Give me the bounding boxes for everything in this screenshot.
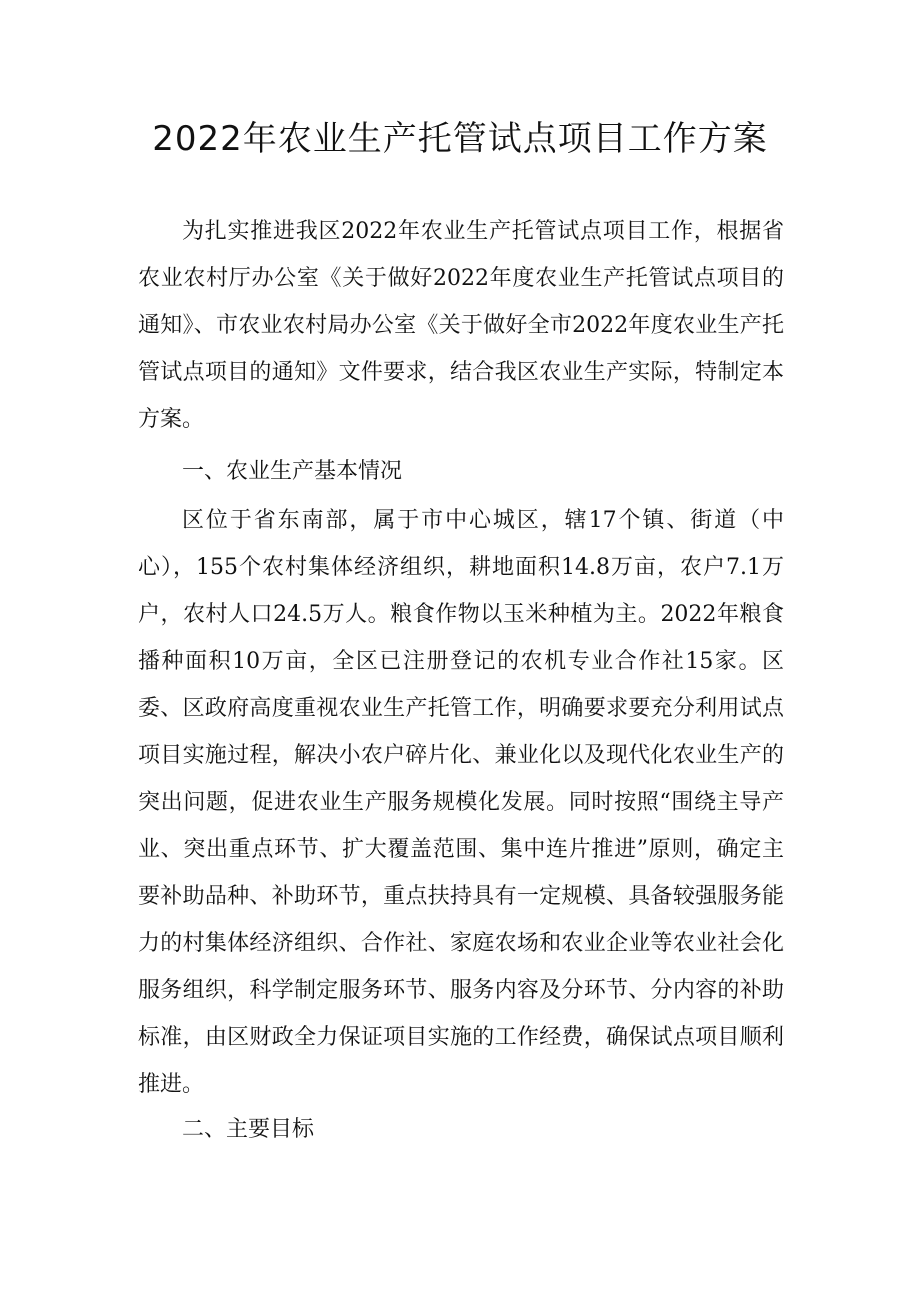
section-heading-main-goals: 二、主要目标 — [182, 1117, 315, 1142]
section-heading-basic-situation: 一、农业生产基本情况 — [182, 459, 403, 484]
intro-paragraph: 为扎实推进我区2022年农业生产托管试点项目工作，根据省农业农村厅办公室《关于做好2022年度农业生产托管试点项目的通知》、市农业农村局办公室《关于做好全市2022年度农业生产托管试点项目的通知》文件要求，结合我区农业生产实际，特制定本方案。 — [138, 219, 784, 432]
document-title: 2022年农业生产托管试点项目工作方案 — [152, 119, 768, 159]
basic-situation-paragraph: 区位于省东南部，属于市中心城区，辖17个镇、街道（中心），155个农村集体经济组织，耕地面积14.8万亩，农户7.1万户，农村人口24.5万人。粮食作物以玉米种植为主。2022年粮食播种面积10万亩，全区已注册登记的农机专业合作社15家。区委、区政府高度重视农业生产托管工作，明确要求要充分利用试点项目实施过程，解决小农户碎片化、兼业化以及现代化农业生产的突出问题，促进农业生产服务规模化发展。同时按照“围绕主导产业、突出重点环节、扩大覆盖范围、集中连片推进”原则，确定主要补助品种、补助环节，重点扶持具有一定规模、具备较强服务能力的村集体经济组织、合作社、家庭农场和农业企业等农业社会化服务组织，科学制定服务环节、服务内容及分环节、分内容的补助标准，由区财政全力保证项目实施的工作经费，确保试点项目顺利推进。 — [138, 508, 784, 1097]
